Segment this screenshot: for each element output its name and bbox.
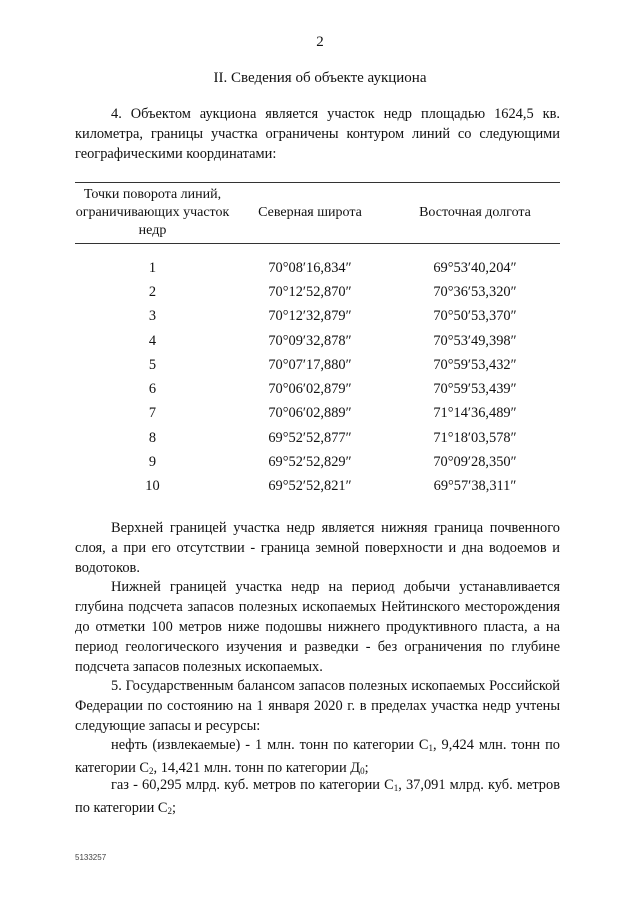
section-title: II. Сведения об объекте аукциона	[213, 70, 427, 86]
upper-boundary-paragraph: Верхней границей участка недр является нижняя граница почвенного слоя, а при его отсутствии - граница земной поверхности и дна водоемов и водотоков.	[75, 520, 560, 576]
oil-text-c: , 14,421 млн. тонн по категории Д	[153, 760, 361, 776]
row-point-number: 3	[148, 308, 157, 325]
row-point-number: 10	[145, 478, 160, 495]
row-north-latitude: 69°52′52,829″	[268, 454, 352, 471]
oil-text-b: , 9,424 млн. тонн по категории С	[75, 737, 560, 776]
row-point-number: 1	[148, 259, 157, 276]
table-row	[75, 280, 560, 304]
page-number: 2	[316, 34, 324, 50]
row-east-longitude: 69°53′40,204″	[433, 259, 517, 276]
row-north-latitude: 70°09′32,878″	[268, 332, 352, 349]
row-north-latitude: 70°12′32,879″	[268, 308, 352, 325]
row-east-longitude: 71°18′03,578″	[433, 429, 517, 446]
row-point-number: 7	[148, 405, 157, 422]
header-east-longitude: Восточная долгота	[419, 205, 531, 220]
row-point-number: 5	[148, 356, 157, 373]
balance-paragraph: 5. Государственным балансом запасов полезных ископаемых Российской Федерации по состоянию на 1 января 2020 г. в пределах участка недр учтены следующие запасы и ресурсы:	[75, 678, 560, 734]
gas-text-a: газ - 60,295 млрд. куб. метров по категории С	[111, 777, 394, 793]
row-point-number: 4	[148, 332, 157, 349]
gas-reserves-paragraph	[75, 775, 560, 821]
table-row	[75, 450, 560, 474]
document-code: 5133257	[75, 853, 107, 862]
table-row	[75, 353, 560, 377]
row-east-longitude: 69°57′38,311″	[433, 478, 517, 495]
gas-sub-b: 2	[167, 806, 172, 816]
row-north-latitude: 70°08′16,834″	[268, 259, 352, 276]
oil-sub-c: 0	[360, 766, 365, 776]
row-east-longitude: 70°36′53,320″	[433, 283, 517, 300]
lower-boundary-paragraph: Нижней границей участка недр на период добычи устанавливается глубина подсчета запасов полезных ископаемых Нейтинского месторождения до отметки 100 метров ниже подошвы нижнего продуктивного пласта, а на период геологического изучения и разведки - без ограничения по глубине подсчета запасов полезных ископаемых.	[75, 579, 560, 675]
header-north-latitude: Северная широта	[258, 205, 362, 220]
gas-text-c: ;	[172, 800, 176, 816]
table-row	[75, 426, 560, 450]
row-north-latitude: 70°07′17,880″	[268, 356, 352, 373]
row-point-number: 2	[148, 283, 157, 300]
table-row	[75, 256, 560, 280]
row-north-latitude: 70°12′52,870″	[268, 283, 352, 300]
oil-sub-a: 1	[428, 743, 433, 753]
row-east-longitude: 70°50′53,370″	[433, 308, 517, 325]
row-point-number: 8	[148, 429, 157, 446]
row-north-latitude: 69°52′52,821″	[268, 478, 352, 495]
row-north-latitude: 69°52′52,877″	[268, 429, 352, 446]
row-point-number: 6	[148, 381, 157, 398]
row-point-number: 9	[148, 454, 157, 471]
table-body	[75, 256, 560, 499]
table-row	[75, 329, 560, 353]
intro-paragraph: 4. Объектом аукциона является участок недр площадью 1624,5 кв. километра, границы участка ограничены контуром линий со следующими географическими координатами:	[75, 106, 560, 162]
header-points: Точки поворота линий, ограничивающих участок недр	[75, 187, 230, 238]
gas-sub-a: 1	[393, 783, 399, 793]
row-east-longitude: 70°59′53,432″	[433, 356, 517, 373]
table-header	[75, 182, 560, 244]
table-row	[75, 475, 560, 499]
coordinates-table	[75, 182, 560, 499]
oil-text-a: нефть (извлекаемые) - 1 млн. тонн по категории С	[111, 737, 429, 753]
oil-sub-b: 2	[149, 766, 154, 776]
row-east-longitude: 70°59′53,439″	[433, 381, 517, 398]
gas-text-b: , 37,091 млрд. куб. метров по категории С	[75, 777, 560, 816]
table-row	[75, 305, 560, 329]
oil-text-d: ;	[364, 760, 369, 776]
table-row	[75, 377, 560, 401]
table-row	[75, 402, 560, 426]
row-north-latitude: 70°06′02,879″	[268, 381, 352, 398]
row-east-longitude: 70°09′28,350″	[433, 454, 517, 471]
row-east-longitude: 70°53′49,398″	[433, 332, 517, 349]
row-north-latitude: 70°06′02,889″	[268, 405, 352, 422]
row-east-longitude: 71°14′36,489″	[433, 405, 517, 422]
